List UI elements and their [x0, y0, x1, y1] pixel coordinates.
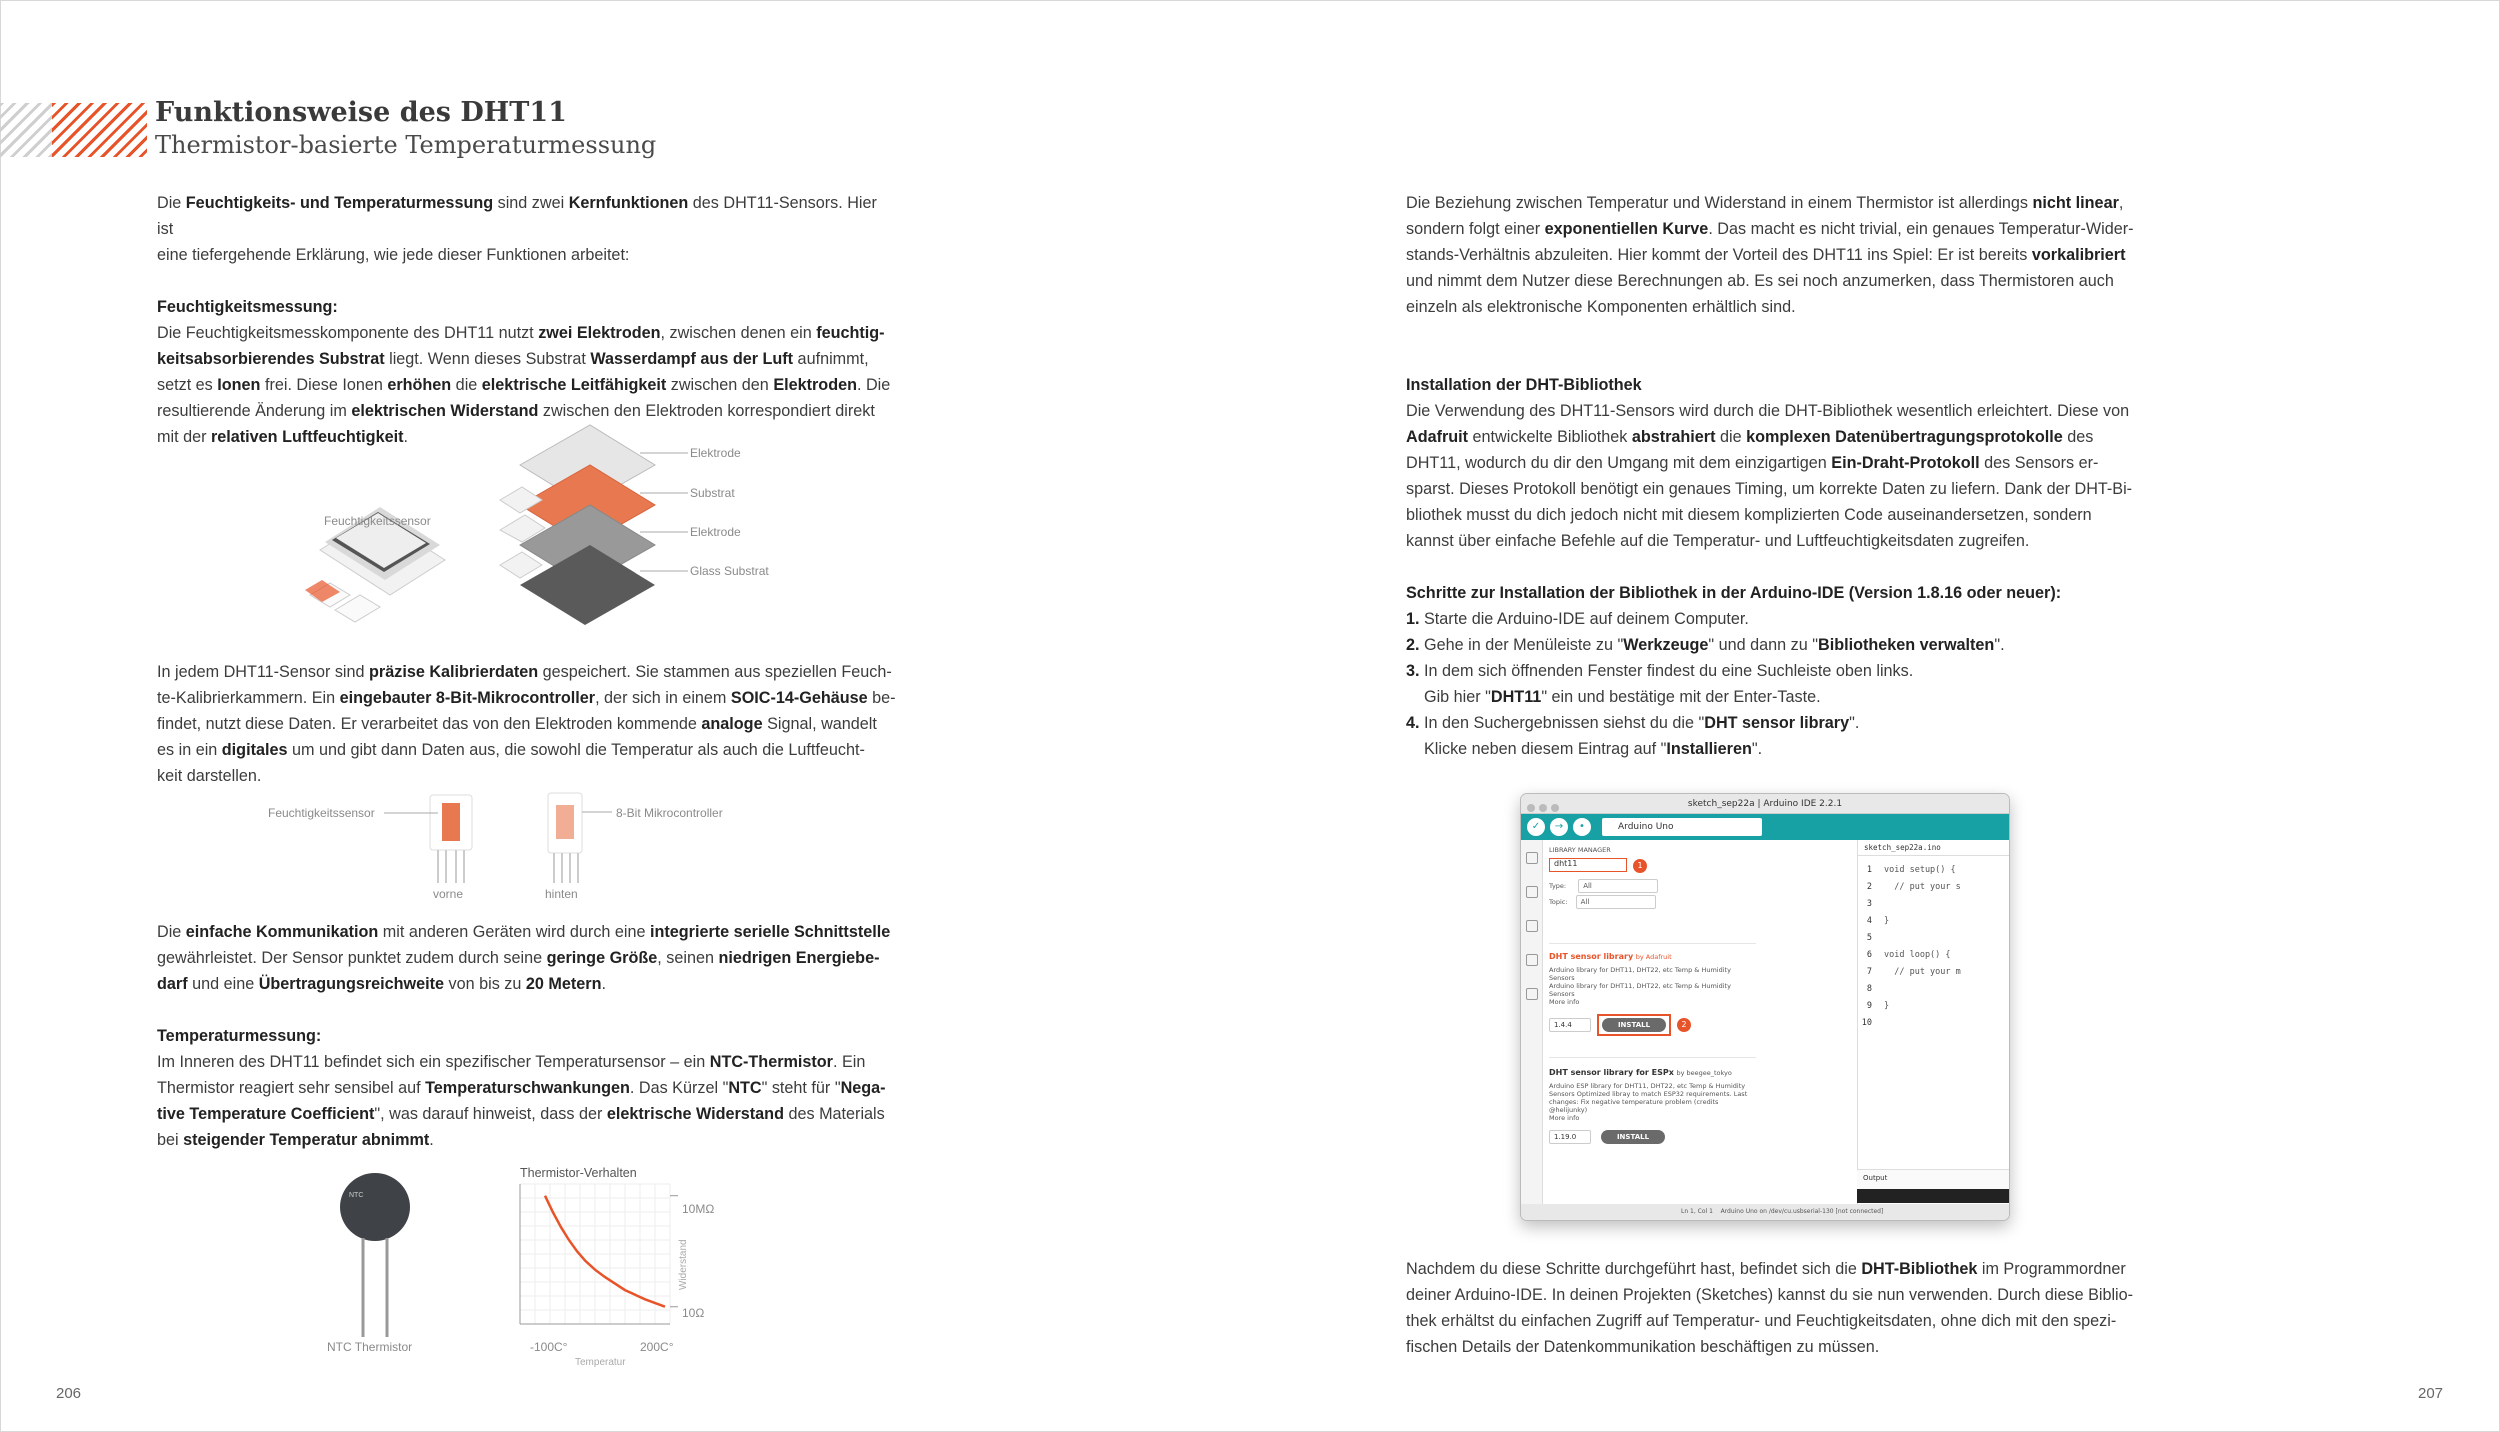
topic-label: Topic:	[1549, 898, 1568, 906]
callout-badge-1: 1	[1633, 859, 1647, 873]
topic-select[interactable]: All	[1576, 895, 1656, 909]
verify-icon[interactable]: ✓	[1527, 818, 1545, 836]
library-description-1: Arduino library for DHT11, DHT22, etc Temp & Humidity Sensors Arduino library for DHT11, DHT22, etc Temp & Humidity Sensors More info	[1549, 966, 1731, 1006]
communication-paragraph: Die einfache Kommunikation mit anderen Geräten wird durch eine integrierte serielle Schnittstelle gewährleistet. Der Sensor punktet zudem durch seine geringe Größe, seinen niedrigen Energiebe- darf und eine Übertragungsreichweite von bis zu 20 Metern.	[157, 923, 891, 993]
page-subtitle: Thermistor-basierte Temperaturmessung	[155, 131, 657, 159]
label-8bit-mcu: 8-Bit Mikrocontroller	[616, 806, 723, 820]
chart-xtick-right: 200C°	[640, 1340, 674, 1354]
page-title: Funktionsweise des DHT11	[155, 97, 567, 128]
thermistor-mark: NTC	[349, 1192, 364, 1199]
page-number-left: 206	[56, 1385, 82, 1402]
chart-ytick-bottom: 10Ω	[682, 1306, 705, 1320]
type-label: Type:	[1549, 882, 1567, 890]
ide-titlebar	[1521, 794, 2009, 814]
window-controls	[1527, 800, 1563, 820]
dht11-back	[548, 793, 582, 883]
output-panel-header: Output	[1857, 1169, 2009, 1189]
label-ntc-thermistor: NTC Thermistor	[327, 1340, 413, 1354]
install-button-1[interactable]: INSTALL	[1602, 1018, 1666, 1032]
library-icon[interactable]	[1526, 920, 1538, 932]
arduino-ide-screenshot	[1520, 793, 2010, 1221]
steps-heading: Schritte zur Installation der Bibliothek in der Arduino-IDE (Version 1.8.16 oder neuer):	[1406, 584, 2062, 602]
ide-toolbar	[1521, 814, 2009, 840]
search-icon[interactable]	[1526, 988, 1538, 1000]
upload-icon[interactable]: →	[1550, 818, 1568, 836]
left-text-column	[157, 190, 897, 450]
library-author-2: by beegee_tokyo	[1676, 1069, 1732, 1077]
library-entry-adafruit	[1549, 952, 1756, 1036]
ide-window-title: sketch_sep22a | Arduino IDE 2.2.1	[1687, 799, 1843, 809]
thermistor-chart	[520, 1184, 680, 1334]
chart-grid	[520, 1184, 670, 1324]
decorative-stripes-grey	[0, 103, 52, 157]
label-electrode-bottom: Elektrode	[690, 525, 741, 539]
library-search-input[interactable]: dht11	[1549, 858, 1627, 872]
dht11-module-diagram	[420, 785, 620, 895]
calibration-paragraph: In jedem DHT11-Sensor sind präzise Kalibrierdaten gespeichert. Sie stammen aus speziellen Feuch- te-Kalibrierkammern. Ein eingebauter 8-Bit-Mikrocontroller, der sich in einem SOIC-14-Gehäuse be- findet, nutzt diese Daten. Er verarbeitet das von den Elektroden kommende analoge Signal, wandelt es in ein digitales um und gibt dann Daten aus, die sowohl die Temperatur als auch die Luftfeucht- keit darstellen.	[157, 663, 896, 785]
nonlinear-paragraph: Die Beziehung zwischen Temperatur und Widerstand in einem Thermistor ist allerdings nicht linear, sondern folgt einer exponentiellen Kurve. Das macht es nicht trivial, ein genaues Temperatur-Wider- stands-Verhältnis abzuleiten. Hier kommt der Vorteil des DHT11 ins Spiel: Er ist bereits vorkalibriert und nimmt dem Nutzer diese Berechnungen ab. Es sei noch anzumerken, dass Thermistoren auch einzeln als elektronische Komponenten erhältlich sind.	[1406, 194, 2134, 316]
dht11-front	[430, 795, 472, 883]
install-paragraph: Die Verwendung des DHT11-Sensors wird durch die DHT-Bibliothek wesentlich erleichtert. Diese von Adafruit entwickelte Bibliothek abstrahiert die komplexen Datenübertragungsprotokolle des DHT11, wodurch du dir den Umgang mit dem einzigartigen Ein-Draht-Protokoll des Sensors er- sparst. Dieses Protokoll benötigt ein genaues Timing, um korrekte Daten zu liefern. Dank der DHT-Bi- bliothek musst du dich jedoch nicht mit diesem komplizierten Code auseinandersetzen, sondern kannst über einfache Befehle auf die Temperatur- und Luftfeuchtigkeitsdaten zugreifen.	[1406, 402, 2133, 550]
left-text-column-2	[157, 919, 897, 1153]
code-content[interactable]: 1 void setup() { 2 // put your s 3 4 } 5 6 void loop() { 7 // put your m 8 9 } 10	[1861, 865, 1961, 1028]
page-number-right: 207	[2418, 1385, 2444, 1402]
label-humidity-sensor: Feuchtigkeitssensor	[324, 514, 431, 528]
output-console	[1857, 1189, 2009, 1203]
install-highlight	[1597, 1014, 1671, 1036]
label-glass-substrate: Glass Substrat	[690, 564, 769, 578]
temperature-paragraph: Im Inneren des DHT11 befindet sich ein spezifischer Temperatursensor – ein NTC-Thermistor. Ein Thermistor reagiert sehr sensibel auf Temperaturschwankungen. Das Kürzel "NTC" steht für "Nega- tive Temperature Coefficient", was darauf hinweist, dass der elektrische Widerstand des Materials bei steigender Temperatur abnimmt.	[157, 1053, 886, 1149]
intro-paragraph: Die Feuchtigkeits- und Temperaturmessung sind zwei Kernfunktionen des DHT11-Sensors. Hier ist eine tiefergehende Erklärung, wie jede dieser Funktionen arbeitet:	[157, 194, 877, 264]
library-description-2: Arduino ESP library for DHT11, DHT22, etc Temp & Humidity Sensors Optimized libray to match ESP32 requirements. Last changes: Fix negative temperature problem (credits @helijunky) More info	[1549, 1082, 1748, 1122]
library-author-1: by Adafruit	[1635, 953, 1672, 961]
board-selector[interactable]: Arduino Uno	[1602, 818, 1762, 836]
debug-icon[interactable]: •	[1573, 818, 1591, 836]
chart-ylabel: Widerstand	[678, 1239, 689, 1290]
editor-tab[interactable]: sketch_sep22a.ino	[1858, 840, 2009, 856]
outro-paragraph: Nachdem du diese Schritte durchgeführt hast, befindet sich die DHT-Bibliothek im Programmordner deiner Arduino-IDE. In deinen Projekten (Sketches) kannst du sie nun verwenden. Durch diese Biblio- thek erhältst du einfachen Zugriff auf Temperatur- und Feuchtigkeitsdaten, ohne dich mit den spezi- fischen Details der Datenkommunikation beschäftigen zu müssen.	[1406, 1260, 2134, 1356]
chart-xtick-left: -100C°	[530, 1340, 568, 1354]
humidity-heading: Feuchtigkeitsmessung:	[157, 298, 338, 316]
steps-list: 1. Starte die Arduino-IDE auf deinem Computer. 2. Gehe in der Menüleiste zu "Werkzeuge" und dann zu "Bibliotheken verwalten". 3. In dem sich öffnenden Fenster findest du eine Suchleiste oben links. Gib hier "DHT11" ein und bestätige mit der Enter-Taste. 4. In den Suchergebnissen siehst du die "DHT sensor library". Klicke neben diesem Eintrag auf "Installieren".	[1406, 610, 2005, 758]
library-name-2: DHT sensor library for ESPx	[1549, 1068, 1674, 1077]
chart-title: Thermistor-Verhalten	[520, 1166, 637, 1180]
debug-panel-icon[interactable]	[1526, 954, 1538, 966]
label-back: hinten	[545, 887, 578, 901]
code-editor[interactable]	[1857, 840, 2009, 1204]
chart-ytick-top: 10MΩ	[682, 1202, 715, 1216]
folder-icon[interactable]	[1526, 852, 1538, 864]
type-select[interactable]: All	[1578, 879, 1658, 893]
library-name-1: DHT sensor library	[1549, 952, 1634, 961]
temperature-heading: Temperaturmessung:	[157, 1027, 322, 1045]
library-entry-espx	[1549, 1068, 1756, 1144]
library-manager-title: LIBRARY MANAGER	[1549, 846, 1611, 854]
callout-badge-2: 2	[1677, 1018, 1691, 1032]
ntc-thermistor-illustration	[335, 1170, 415, 1340]
boards-icon[interactable]	[1526, 886, 1538, 898]
ide-sidebar	[1521, 840, 1543, 1204]
decorative-stripes-orange	[52, 103, 147, 157]
install-button-2[interactable]: INSTALL	[1601, 1130, 1665, 1144]
install-heading: Installation der DHT-Bibliothek	[1406, 376, 1642, 394]
label-electrode-top: Elektrode	[690, 446, 741, 460]
label-dht11-sensor: Feuchtigkeitssensor	[268, 806, 375, 820]
chart-xlabel: Temperatur	[575, 1357, 626, 1368]
version-select-2[interactable]: 1.19.0	[1549, 1130, 1591, 1144]
library-manager-panel	[1545, 840, 1760, 1204]
humidity-paragraph: Die Feuchtigkeitsmesskomponente des DHT11 nutzt zwei Elektroden, zwischen denen ein feuchtig- keitsabsorbierendes Substrat liegt. Wenn dieses Substrat Wasserdampf aus der Luft aufnimmt, setzt es Ionen frei. Diese Ionen erhöhen die elektrische Leitfähigkeit zwischen den Elektroden. Die resultierende Änderung im elektrischen Widerstand zwischen den Elektroden korrespondiert direkt mit der relativen Luftfeuchtigkeit.	[157, 324, 891, 446]
ide-statusbar: Ln 1, Col 1 Arduino Uno on /dev/cu.usbserial-130 [not connected]	[1521, 1204, 2009, 1220]
version-select-1[interactable]: 1.4.4	[1549, 1018, 1591, 1032]
label-front: vorne	[433, 887, 464, 901]
right-text-column	[1406, 190, 2146, 762]
label-substrate: Substrat	[690, 486, 735, 500]
